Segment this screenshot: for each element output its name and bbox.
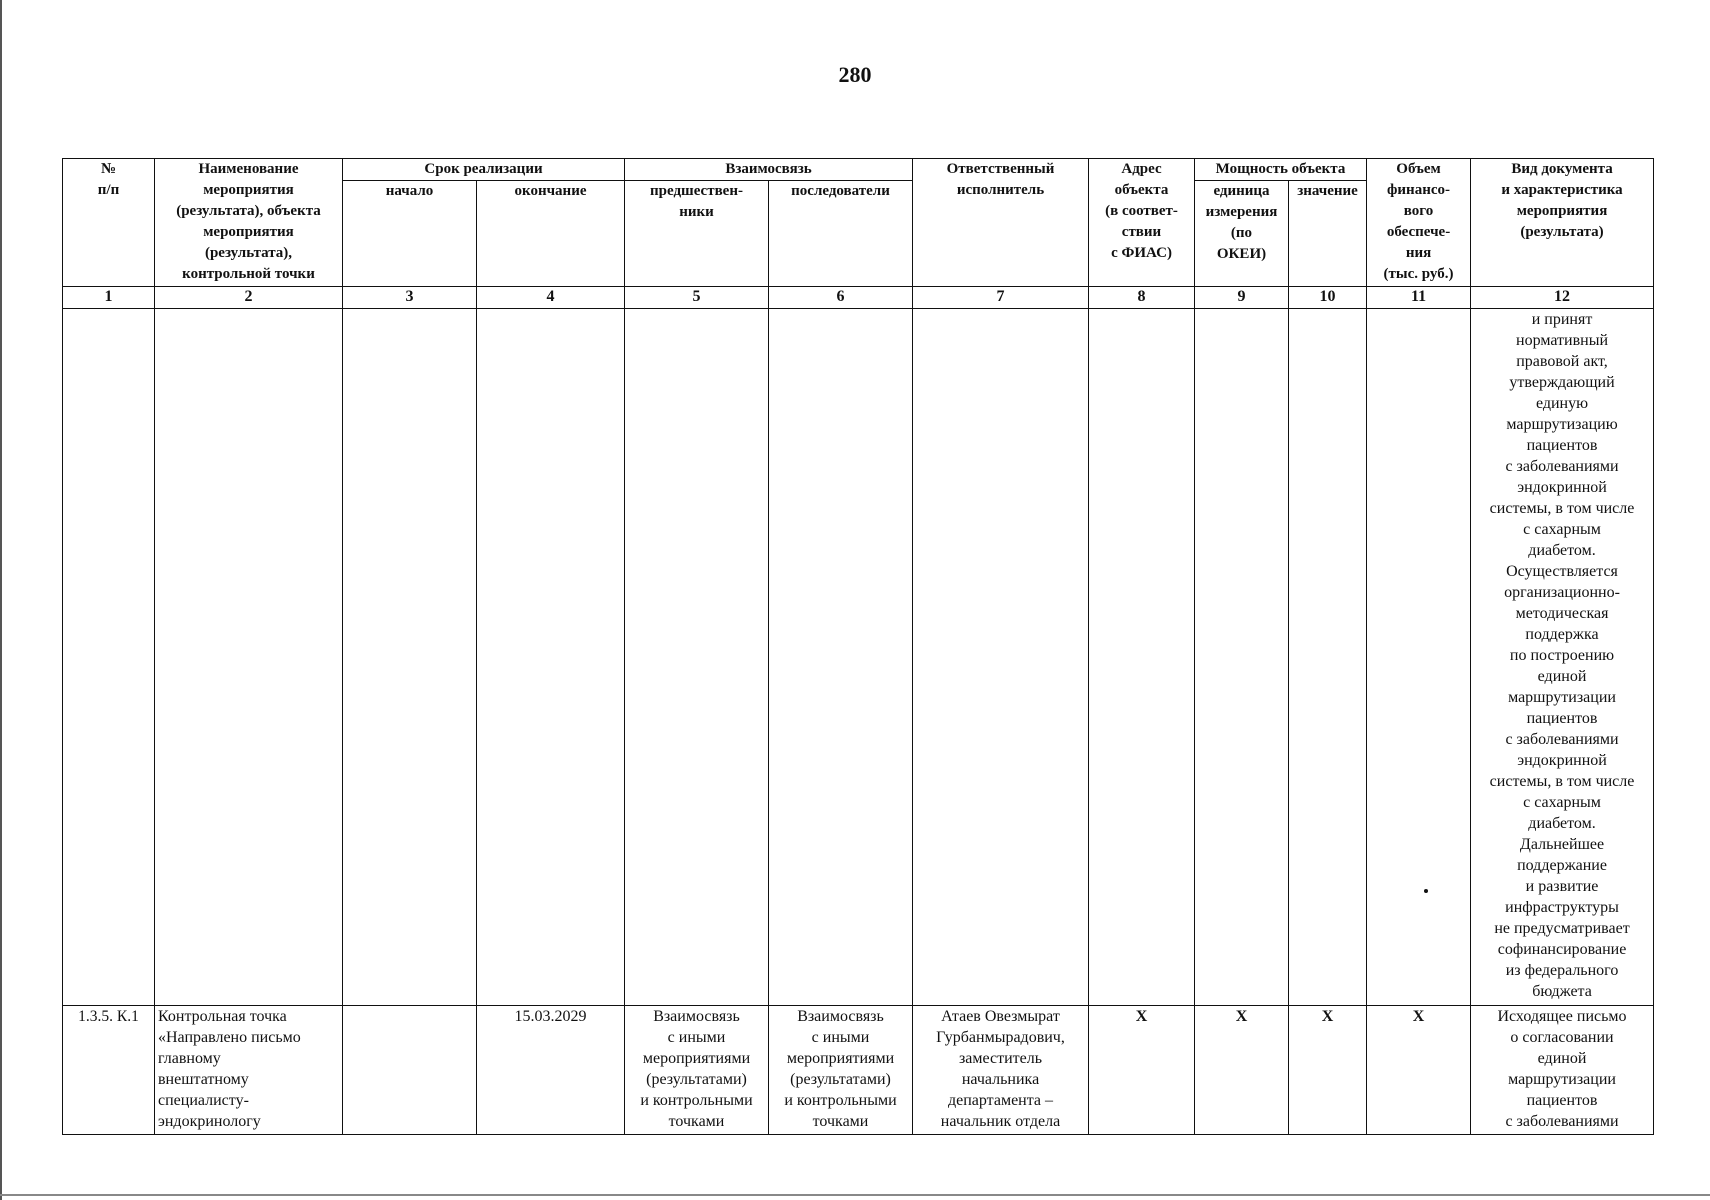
header-predecessors: предшествен- ники: [625, 181, 769, 287]
row-predecessors: Взаимосвязь с иными мероприятиями (результатами) и контрольными точками: [625, 1006, 769, 1135]
header-start: начало: [343, 181, 477, 287]
column-number: 4: [477, 286, 625, 308]
header-finance: Объем финансо- вого обеспече- ния (тыс. руб.): [1367, 159, 1471, 287]
scan-left-edge: [0, 0, 2, 1200]
scan-dot-mark: [1424, 889, 1428, 893]
header-unit: единица измерения (по ОКЕИ): [1195, 181, 1289, 287]
column-number: 5: [625, 286, 769, 308]
column-number: 1: [63, 286, 155, 308]
row-unit: X: [1195, 1006, 1289, 1135]
scan-bottom-edge: [0, 1194, 1710, 1196]
row-value: X: [1289, 1006, 1367, 1135]
row-name: Контрольная точка «Направлено письмо главному внештатному специалисту- эндокринологу: [155, 1006, 343, 1135]
column-number: 7: [913, 286, 1089, 308]
table-row: [63, 1006, 1654, 1135]
row-address: X: [1089, 1006, 1195, 1135]
column-number: 8: [1089, 286, 1195, 308]
header-address: Адрес объекта (в соответ- ствии с ФИАС): [1089, 159, 1195, 287]
header-successors: последователи: [769, 181, 913, 287]
column-number: 3: [343, 286, 477, 308]
continuation-row: [63, 308, 1654, 1006]
column-number: 12: [1471, 286, 1654, 308]
column-number: 9: [1195, 286, 1289, 308]
header-value: значение: [1289, 181, 1367, 287]
plan-table: [62, 158, 1654, 1135]
header-capacity: Мощность объекта: [1195, 159, 1367, 181]
row-successors: Взаимосвязь с иными мероприятиями (результатами) и контрольными точками: [769, 1006, 913, 1135]
row-responsible: Атаев Овезмырат Гурбанмырадович, заместитель начальника департамента – начальник отдела: [913, 1006, 1089, 1135]
header-relation: Взаимосвязь: [625, 159, 913, 181]
column-number-row: [63, 286, 1654, 308]
column-number: 6: [769, 286, 913, 308]
header-responsible: Ответственный исполнитель: [913, 159, 1089, 287]
row-start: [343, 1006, 477, 1135]
column-number: 11: [1367, 286, 1471, 308]
column-number: 10: [1289, 286, 1367, 308]
header-term: Срок реализации: [343, 159, 625, 181]
header-end: окончание: [477, 181, 625, 287]
row-end: 15.03.2029: [477, 1006, 625, 1135]
header-number: № п/п: [63, 159, 155, 287]
header-name: Наименование мероприятия (результата), объекта мероприятия (результата), контрольной точки: [155, 159, 343, 287]
column-number: 2: [155, 286, 343, 308]
header-document: Вид документа и характеристика мероприятия (результата): [1471, 159, 1654, 287]
row-finance: X: [1367, 1006, 1471, 1135]
document-continuation-text: и принят нормативный правовой акт, утверждающий единую маршрутизацию пациентов с заболеваниями эндокринной системы, в том числе с сахарным диабетом. Осуществляется организационно- методическая поддержка по построению единой маршрутизации пациентов с заболеваниями эндокринной системы, в том числе с сахарным диабетом. Дальнейшее поддержание и развитие инфраструктуры не предусматривает софинансирование из федерального бюджета: [1471, 308, 1654, 1006]
row-number: 1.3.5. К.1: [63, 1006, 155, 1135]
row-document: Исходящее письмо о согласовании единой маршрутизации пациентов с заболеваниями: [1471, 1006, 1654, 1135]
page-number: 280: [838, 62, 872, 87]
